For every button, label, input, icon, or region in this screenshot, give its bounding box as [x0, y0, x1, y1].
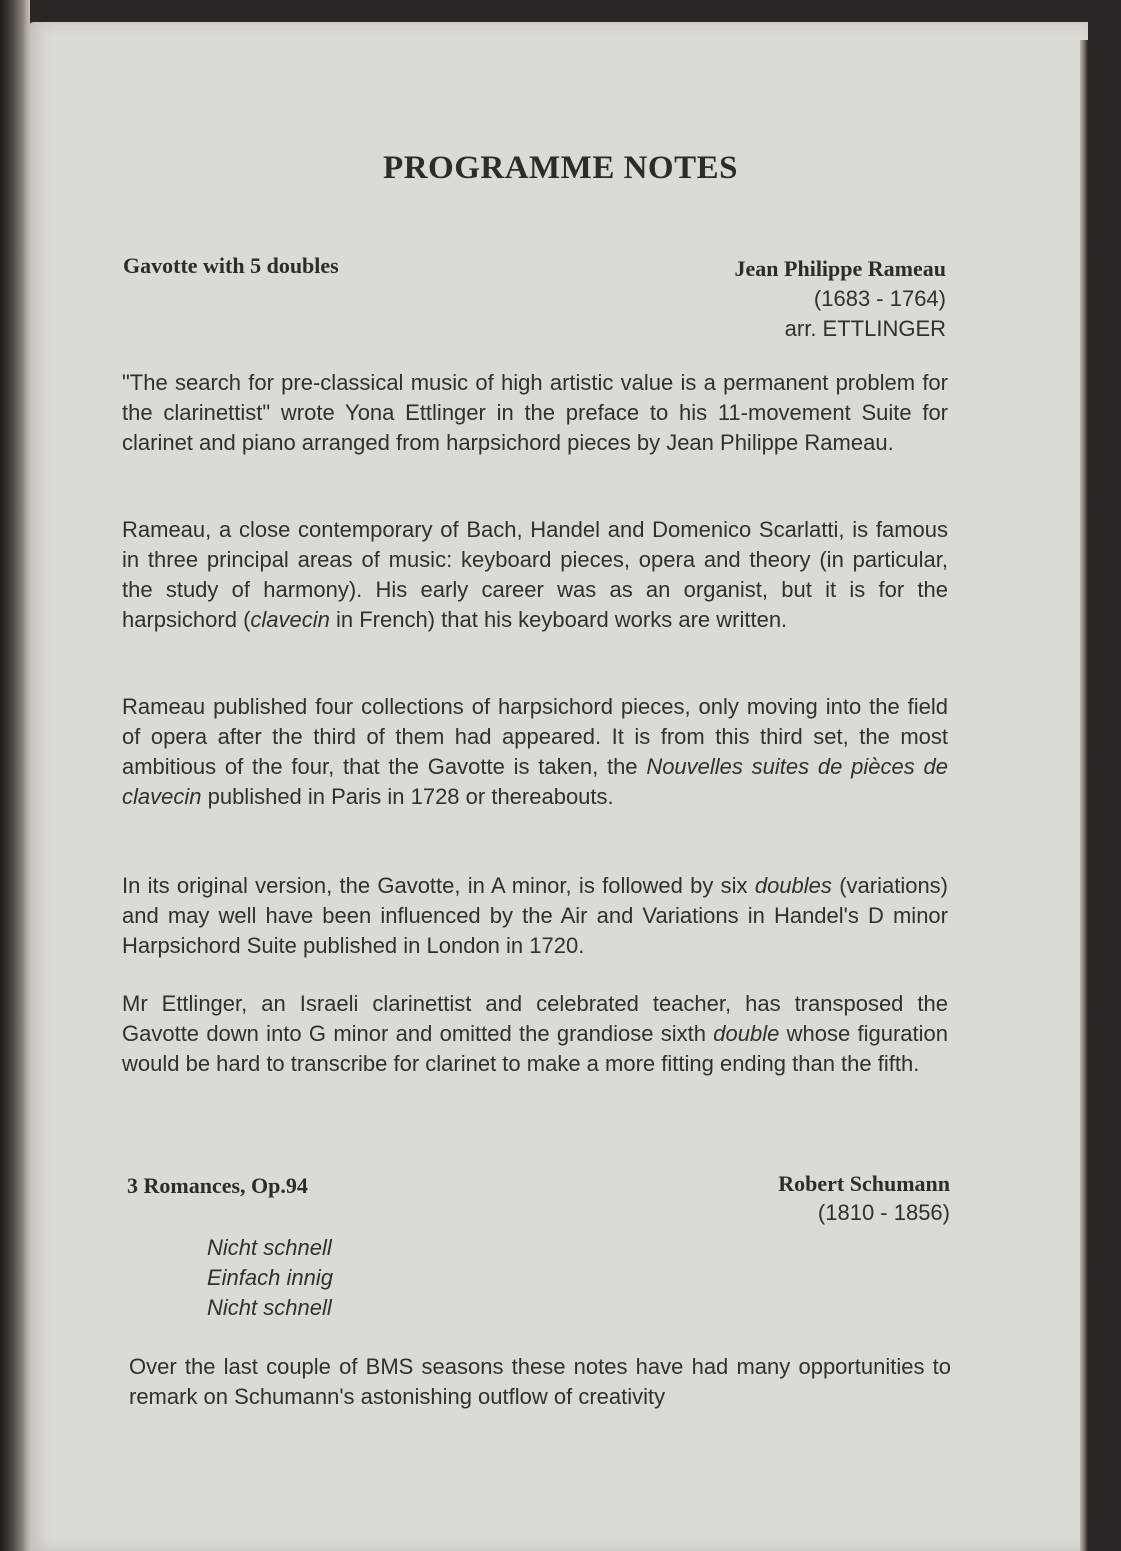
- paragraph-3: Rameau published four collections of harpsichord pieces, only moving into the field of opera after the third of them had appeared. It is from this third set, the most ambitious of the four, that the Gavotte is taken, the Nouvelles suites de pièces de clavecin published in Paris in 1728 or thereabouts.: [122, 694, 948, 809]
- paragraph-6: Over the last couple of BMS seasons these notes have had many opportunities to remark on Schumann's astonishing outflow of creativity: [129, 1354, 951, 1409]
- paragraph-4: In its original version, the Gavotte, in A minor, is followed by six doubles (variations) and may well have been influenced by the Air and Variations in Handel's D minor Harpsichord Suite published in London in 1720.: [122, 873, 949, 958]
- italic-term: doubles: [754, 873, 832, 898]
- paragraph-5: Mr Ettlinger, an Israeli clarinettist and celebrated teacher, has transposed the Gavotte down into G minor and omitted the grandiose sixth double whose figuration would be hard to transcribe for clarinet to make a more fitting ending than the fifth.: [122, 991, 948, 1076]
- work2-composer: Robert Schumann: [778, 1171, 950, 1196]
- work1-arranger: arr. ETTLINGER: [784, 316, 946, 341]
- left-page-edge: [0, 0, 30, 1551]
- work2-piece-title: 3 Romances, Op.94: [127, 1173, 308, 1198]
- italic-term: double: [713, 1021, 780, 1046]
- work2-dates: (1810 - 1856): [817, 1200, 950, 1225]
- work1-piece-title: Gavotte with 5 doubles: [123, 253, 339, 278]
- movement-1: Nicht schnell: [207, 1235, 332, 1260]
- italic-title: Nouvelles suites de pièces de clavecin: [122, 754, 948, 809]
- work1-dates: (1683 - 1764): [813, 286, 946, 311]
- work1-composer: Jean Philippe Rameau: [734, 256, 946, 281]
- paragraph-2: Rameau, a close contemporary of Bach, Handel and Domenico Scarlatti, is famous in three principal areas of music: keyboard pieces, opera and theory (in particular, the study of harmony). His early career was as an organist, but it is for the harpsichord (clavecin in French) that his keyboard works are written.: [122, 517, 948, 632]
- page-title: PROGRAMME NOTES: [383, 150, 738, 186]
- paragraph-1: "The search for pre-classical music of high artistic value is a permanent problem for the clarinettist" wrote Yona Ettlinger in the preface to his 11-movement Suite for clarinet and piano arranged from harpsichord pieces by Jean Philippe Rameau.: [122, 370, 948, 455]
- italic-term: clavecin: [250, 607, 330, 632]
- movement-3: Nicht schnell: [207, 1295, 332, 1320]
- movement-2: Einfach innig: [207, 1265, 333, 1290]
- right-page-edge: [1080, 40, 1088, 1551]
